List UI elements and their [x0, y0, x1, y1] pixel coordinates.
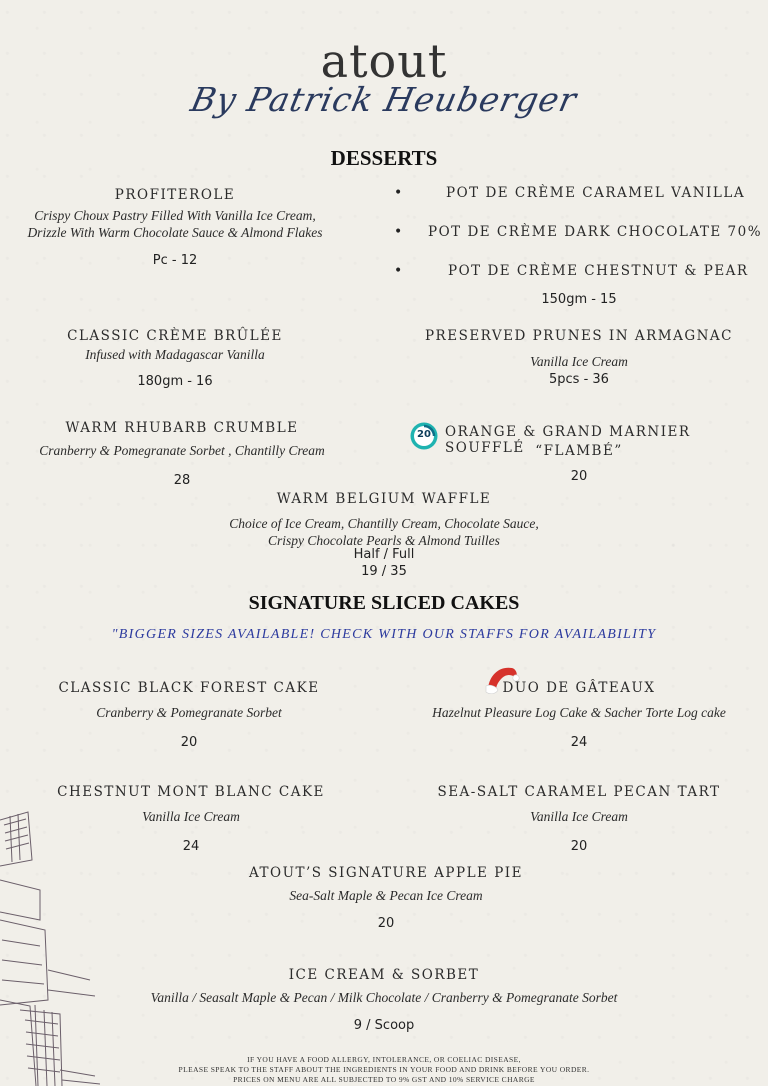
item-name: DUO DE GÂTEAUX: [502, 680, 656, 696]
item-name: ATOUT’S SIGNATURE APPLE PIE: [249, 865, 523, 881]
item-name: POT DE CRÈME DARK CHOCOLATE 70%: [428, 224, 763, 240]
menu-item-black-forest: [0, 680, 378, 750]
item-price: 28: [173, 473, 191, 488]
menu-item-pecan-tart: [390, 784, 768, 854]
menu-item-waffle: [0, 491, 768, 579]
pot-de-creme-list: [390, 185, 768, 299]
cakes-title: SIGNATURE SLICED CAKES: [248, 592, 520, 614]
item-name: CHESTNUT MONT BLANC CAKE: [57, 784, 325, 800]
brand-signature: By Patrick Heuberger: [187, 80, 581, 119]
item-price: 20: [570, 839, 588, 854]
item-name: WARM RHUBARB CRUMBLE: [65, 420, 299, 436]
brand-logo: atout: [320, 34, 448, 88]
item-desc: Crispy Choux Pastry Filled With Vanilla Ice Cream,: [34, 208, 316, 223]
item-desc: Sea-Salt Maple & Pecan Ice Cream: [289, 888, 483, 903]
item-price: 20: [570, 469, 588, 484]
item-name: PROFITEROLE: [114, 187, 236, 203]
item-price: 24: [182, 839, 200, 854]
item-name: POT DE CRÈME CARAMEL VANILLA: [446, 185, 746, 201]
footer-line: PLEASE SPEAK TO THE STAFF ABOUT THE INGREDIENTS IN YOUR FOOD AND DRINK BEFORE YOU ORDER.: [178, 1065, 590, 1074]
menu-item-creme-brulee: [0, 328, 350, 389]
menu-item-apple-pie: [0, 865, 768, 931]
item-name: WARM BELGIUM WAFFLE: [276, 491, 492, 507]
item-desc: Infused with Madagascar Vanilla: [85, 347, 265, 362]
menu-item-crumble: [0, 420, 364, 488]
bullet-icon: •: [394, 224, 403, 240]
item-name: PRESERVED PRUNES IN ARMAGNAC: [424, 328, 734, 344]
item-name: POT DE CRÈME CHESTNUT & PEAR: [448, 263, 749, 279]
item-desc: Cranberry & Pomegranate Sorbet , Chantilly Cream: [39, 443, 325, 458]
item-name: CLASSIC CRÈME BRÛLÉE: [67, 328, 283, 344]
item-price: 19 / 35: [361, 564, 407, 579]
item-name: ORANGE & GRAND MARNIER SOUFFLÉ: [445, 424, 691, 456]
allergy-disclaimer: [0, 1055, 768, 1085]
item-name-sub: “FLAMBÉ”: [535, 443, 623, 459]
list-item: [390, 223, 768, 261]
item-desc: Crispy Chocolate Pearls & Almond Tuilles: [268, 533, 500, 548]
footer-line: IF YOU HAVE A FOOD ALLERGY, INTOLERANCE, OR COELIAC DISEASE,: [247, 1055, 521, 1064]
item-desc: Vanilla Ice Cream: [530, 809, 628, 824]
item-desc: Drizzle With Warm Chocolate Sauce & Almond Flakes: [27, 225, 323, 240]
item-price: 24: [570, 735, 588, 750]
menu-item-duo-de-gateaux: [390, 680, 768, 750]
item-price: 5pcs - 36: [549, 372, 609, 387]
item-desc: Choice of Ice Cream, Chantilly Cream, Chocolate Sauce,: [229, 516, 539, 531]
desserts-title: DESSERTS: [330, 146, 438, 170]
bullet-icon: •: [394, 185, 403, 201]
item-name: ICE CREAM & SORBET: [288, 967, 480, 983]
item-size: Half / Full: [353, 547, 415, 562]
menu-item-mont-blanc: [0, 784, 382, 854]
item-desc: Vanilla Ice Cream: [142, 809, 240, 824]
bullet-icon: •: [394, 263, 403, 279]
item-name: SEA-SALT CARAMEL PECAN TART: [437, 784, 721, 800]
item-price: 20: [180, 735, 198, 750]
menu-item-prunes: [390, 328, 768, 387]
footer-line: PRICES ON MENU ARE ALL SUBJECTED TO 9% GST AND 10% SERVICE CHARGE: [233, 1075, 535, 1084]
item-price: 9 / Scoop: [353, 1018, 415, 1033]
item-desc: Vanilla / Seasalt Maple & Pecan / Milk Chocolate / Cranberry & Pomegranate Sorbet: [150, 990, 618, 1005]
item-price: 180gm - 16: [137, 374, 213, 389]
item-price: 20: [377, 916, 395, 931]
list-item: [390, 185, 768, 223]
menu-item-ice-cream: [0, 967, 768, 1033]
availability-note: "BIGGER SIZES AVAILABLE! CHECK WITH OUR STAFFS FOR AVAILABILITY: [111, 627, 657, 642]
item-desc: Cranberry & Pomegranate Sorbet: [96, 705, 282, 720]
item-name: CLASSIC BLACK FOREST CAKE: [58, 680, 320, 696]
timer-label: 20: [417, 429, 431, 440]
pots-price: 150gm - 15: [541, 292, 617, 307]
menu-item-profiterole: [0, 187, 350, 268]
item-desc: Hazelnut Pleasure Log Cake & Sacher Torte Log cake: [432, 705, 726, 720]
item-price: Pc - 12: [152, 253, 198, 268]
item-desc: Vanilla Ice Cream: [530, 354, 628, 369]
